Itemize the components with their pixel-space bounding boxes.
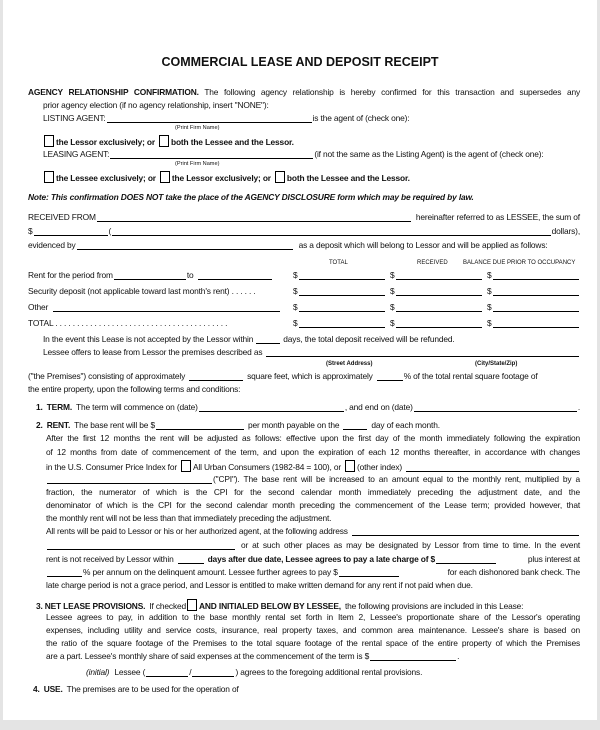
net-lease-row	[36, 599, 523, 611]
text: If checked	[149, 601, 187, 611]
dollar: $	[293, 286, 298, 296]
item-number: 3.	[36, 601, 43, 611]
received-input[interactable]	[396, 287, 482, 296]
page-title: COMMERCIAL LEASE AND DEPOSIT RECEIPT	[161, 55, 439, 69]
text: days, the total deposit received will be refunded.	[283, 334, 455, 344]
dishonored-check-fee-input[interactable]	[339, 568, 399, 577]
text: , and end on (date)	[344, 402, 413, 412]
evidenced-by-input[interactable]	[77, 241, 293, 250]
text: expenses, including utility and service costs, insurance, real property taxes, and common area maintenance. Lessee's share is based on	[46, 625, 580, 635]
text: as a deposit which will belong to Lessor and will be applied as follows:	[298, 240, 548, 250]
monthly-share-input[interactable]	[370, 652, 456, 661]
total-input[interactable]	[299, 303, 385, 312]
text: both the Lessee and the Lessor.	[170, 137, 294, 147]
text: rent is not received by Lessor within	[46, 554, 174, 564]
dollar: $	[487, 318, 492, 328]
checkbox-other-index[interactable]	[345, 460, 355, 472]
dollar: $	[293, 302, 298, 312]
column-header-balance: BALANCE DUE PRIOR TO OCCUPANCY	[463, 260, 576, 266]
checkbox-all-urban-consumers[interactable]	[181, 460, 191, 472]
text: After the first 12 months the rent will be adjusted as follows: effective upon the first day of the month immediately following the expiration	[46, 433, 580, 443]
text: In the event this Lease is not accepted by the Lessor within	[43, 334, 254, 344]
text: in the U.S. Consumer Price Index for	[46, 462, 177, 472]
text: The following agency relationship is hereby confirmed for this transaction and supersedes any	[204, 87, 581, 97]
address-row-2	[46, 540, 580, 550]
text: (other index)	[356, 462, 403, 472]
text: day of each month.	[371, 420, 440, 430]
text: to	[186, 270, 194, 280]
text: All Urban Consumers (1982-84 = 100), or	[192, 462, 341, 472]
text: for each dishonored bank check. The	[447, 567, 580, 577]
base-rent-input[interactable]	[156, 421, 244, 430]
text: or at such other places as may be designated by Lessor from time to time. In the event	[241, 540, 580, 550]
rent-from-input[interactable]	[114, 271, 186, 280]
late-charge-row	[46, 554, 580, 564]
balance-input[interactable]	[493, 287, 579, 296]
text: the ratio of the square footage of the Premises to the total square footage of the rental space of the entire property of which the Premises	[46, 638, 580, 648]
dollar: $	[390, 286, 395, 296]
late-charge-input[interactable]	[436, 555, 496, 564]
text: dollars),	[551, 226, 580, 236]
text: of 12 months from date of commencement of the term, and upon the expiration of each 12 months thereafter, in accordance with changes	[46, 447, 580, 457]
received-from-row	[28, 212, 580, 222]
acceptance-row	[43, 334, 455, 344]
interest-row	[46, 567, 580, 577]
dollar: $	[487, 302, 492, 312]
total-input[interactable]	[299, 271, 385, 280]
text: the Lessee exclusively; or	[56, 173, 156, 183]
text: The term will commence on (date)	[76, 402, 198, 412]
received-input[interactable]	[396, 303, 482, 312]
text: /	[189, 667, 192, 677]
received-from-input[interactable]	[97, 213, 411, 222]
net-lease-heading: NET LEASE PROVISIONS.	[44, 601, 146, 611]
text: plus interest at	[527, 554, 580, 564]
percent-input[interactable]	[377, 372, 403, 381]
text: (initial)	[86, 667, 110, 677]
lessee-initial-input-2[interactable]	[192, 668, 234, 677]
initial-row	[86, 667, 422, 677]
print-firm-caption: (Print Firm Name)	[175, 161, 220, 167]
text: Lessee agrees to pay, in addition to the base monthly rental set forth in Item 2, Lessee's proportionate share of the Lessor's operating	[46, 612, 580, 622]
text: (if not the same as the Listing Agent) is the agent of (check one):	[314, 149, 544, 159]
sum-amount-input[interactable]	[34, 227, 108, 236]
text: Lessee (	[114, 667, 146, 677]
column-header-received: RECEIVED	[417, 260, 448, 266]
text: The premises are to be used for the operation of	[66, 684, 239, 694]
address-row	[46, 526, 580, 536]
checkbox-both[interactable]	[159, 135, 169, 147]
sum-row	[28, 226, 580, 236]
item-number: 1.	[36, 402, 43, 412]
text: fraction, the numerator of which is the CPI for the second calendar month immediately preceding the adjustment date, and the	[46, 487, 580, 497]
dollar: $	[487, 286, 492, 296]
label: TOTAL . . . . . . . . . . . . . . . . . . . . . . . . . . . . . . . . . . . . . . . .	[28, 318, 228, 328]
term-heading: TERM.	[46, 402, 72, 412]
rent-to-input[interactable]	[198, 271, 272, 280]
evidenced-row	[28, 240, 580, 250]
text: % per annum on the delinquent amount. Lessee further agrees to pay $	[83, 567, 338, 577]
balance-input[interactable]	[493, 271, 579, 280]
label: $	[28, 226, 33, 236]
text: % of the total rental square footage of	[403, 371, 538, 381]
text: AND INITIALED BELOW BY LESSEE,	[199, 601, 341, 611]
item-number: 4.	[33, 684, 40, 694]
label: LISTING AGENT:	[43, 113, 106, 123]
amount-row-total	[293, 318, 580, 328]
payment-address-input[interactable]	[352, 527, 579, 536]
cpi-row	[46, 460, 580, 472]
street-address-caption: (Street Address)	[326, 361, 373, 367]
other-index-input-2[interactable]	[47, 475, 212, 484]
other-index-input[interactable]	[406, 463, 579, 472]
dollar: $	[293, 270, 298, 280]
label: LEASING AGENT:	[43, 149, 110, 159]
text: the Lessor exclusively; or	[56, 137, 155, 147]
text: denominator of which is the CPI for the second calendar month preceding the commencement of the Lease term; provided however, that	[46, 500, 580, 510]
amount-row-other	[293, 302, 580, 312]
print-firm-caption: (Print Firm Name)	[175, 125, 220, 131]
label: RECEIVED FROM	[28, 212, 96, 222]
premises-row	[43, 347, 580, 357]
rent-heading: RENT.	[46, 420, 71, 430]
dollar: $	[390, 270, 395, 280]
square-feet-input[interactable]	[189, 372, 243, 381]
payment-address-input-2[interactable]	[47, 541, 235, 550]
agency-note: Note: This confirmation DOES NOT take the place of the AGENCY DISCLOSURE form which may be required by law.	[28, 192, 474, 202]
agency-heading: AGENCY RELATIONSHIP CONFIRMATION.	[28, 87, 199, 97]
late-days-input[interactable]	[178, 555, 204, 564]
checkbox-lessor-exclusively[interactable]	[160, 171, 170, 183]
other-description-input[interactable]	[53, 303, 280, 312]
dollar: $	[487, 270, 492, 280]
label: evidenced by	[28, 240, 76, 250]
text: the Lessor exclusively; or	[171, 173, 271, 183]
text: Lessee offers to lease from Lessor the premises described as	[43, 347, 263, 357]
amount-row-rent	[293, 270, 580, 280]
term-end-date-input[interactable]	[414, 403, 577, 412]
other-row	[28, 302, 281, 312]
checkbox-both[interactable]	[275, 171, 285, 183]
text: is the agent of (check one):	[312, 113, 410, 123]
total-input[interactable]	[299, 287, 385, 296]
text: both the Lessee and the Lessor.	[286, 173, 410, 183]
square-feet-row	[28, 371, 580, 381]
payment-day-input[interactable]	[343, 421, 367, 430]
document-page	[3, 0, 597, 720]
rent-period-row	[28, 270, 273, 280]
label: Rent for the period from	[28, 270, 113, 280]
label: Other	[28, 302, 49, 312]
text: per month payable on the	[247, 420, 340, 430]
text: .	[577, 402, 580, 412]
text: the monthly rent will not be less than that immediately preceding the adjustment.	[46, 513, 332, 523]
listing-agent-input[interactable]	[107, 114, 312, 123]
rent-row	[36, 420, 440, 430]
sum-words-input[interactable]	[112, 227, 550, 236]
received-input[interactable]	[396, 271, 482, 280]
amount-row-security	[293, 286, 580, 296]
balance-input[interactable]	[493, 319, 579, 328]
text: ("the Premises") consisting of approximately	[28, 371, 186, 381]
text: square feet, which is approximately	[247, 371, 373, 381]
leasing-agent-input[interactable]	[110, 150, 313, 159]
term-start-date-input[interactable]	[199, 403, 344, 412]
text: The base rent will be $	[74, 420, 155, 430]
checkbox-net-lease[interactable]	[187, 599, 197, 611]
text: All rents will be paid to Lessor or his or her authorized agent, at the following address	[46, 526, 348, 536]
acceptance-days-input[interactable]	[256, 335, 280, 344]
total-input[interactable]	[299, 319, 385, 328]
leasing-agent-row	[43, 149, 580, 159]
leasing-options	[43, 171, 410, 183]
listing-agent-row	[43, 113, 580, 123]
text: ("CPI"). The base rent will be increased to an amount equal to the monthly rent, multiplied by a	[213, 474, 580, 484]
city-state-zip-caption: (City/State/Zip)	[475, 361, 518, 367]
term-row	[36, 402, 580, 412]
text: prior agency election (if no agency relationship, insert "NONE"):	[43, 100, 269, 110]
checkbox-lessor-exclusively[interactable]	[44, 135, 54, 147]
checkbox-lessee-exclusively[interactable]	[44, 171, 54, 183]
item-number: 2.	[36, 420, 43, 430]
text: (	[108, 226, 112, 236]
text: ) agrees to the foregoing additional rental provisions.	[235, 667, 423, 677]
agency-intro	[28, 87, 580, 97]
received-input[interactable]	[396, 319, 482, 328]
use-row	[33, 684, 239, 694]
text: the entire property, upon the following terms and conditions:	[28, 384, 241, 394]
label: Security deposit (not applicable toward last month's rent) . . . . . .	[28, 286, 256, 296]
listing-options	[43, 135, 294, 147]
balance-input[interactable]	[493, 303, 579, 312]
text: hereinafter referred to as LESSEE, the sum of	[415, 212, 580, 222]
use-heading: USE.	[43, 684, 63, 694]
text: days after due date, Lessee agrees to pay a late charge of $	[207, 554, 436, 564]
lessee-initial-input-1[interactable]	[146, 668, 188, 677]
text: .	[457, 651, 460, 661]
cpi-row-2	[46, 474, 580, 484]
text: are a part. Lessee's monthly share of said expenses at the commencement of the term is $	[46, 651, 370, 661]
dollar: $	[293, 318, 298, 328]
text: the following provisions are included in this Lease:	[344, 601, 524, 611]
text: late charge period is not a grace period, and Lessor is entitled to make written demand for any rent if not paid when due.	[46, 580, 473, 590]
column-header-total: TOTAL	[329, 260, 348, 266]
premises-address-input[interactable]	[266, 348, 579, 357]
interest-rate-input[interactable]	[47, 568, 82, 577]
share-row	[46, 651, 459, 661]
dollar: $	[390, 302, 395, 312]
dollar: $	[390, 318, 395, 328]
